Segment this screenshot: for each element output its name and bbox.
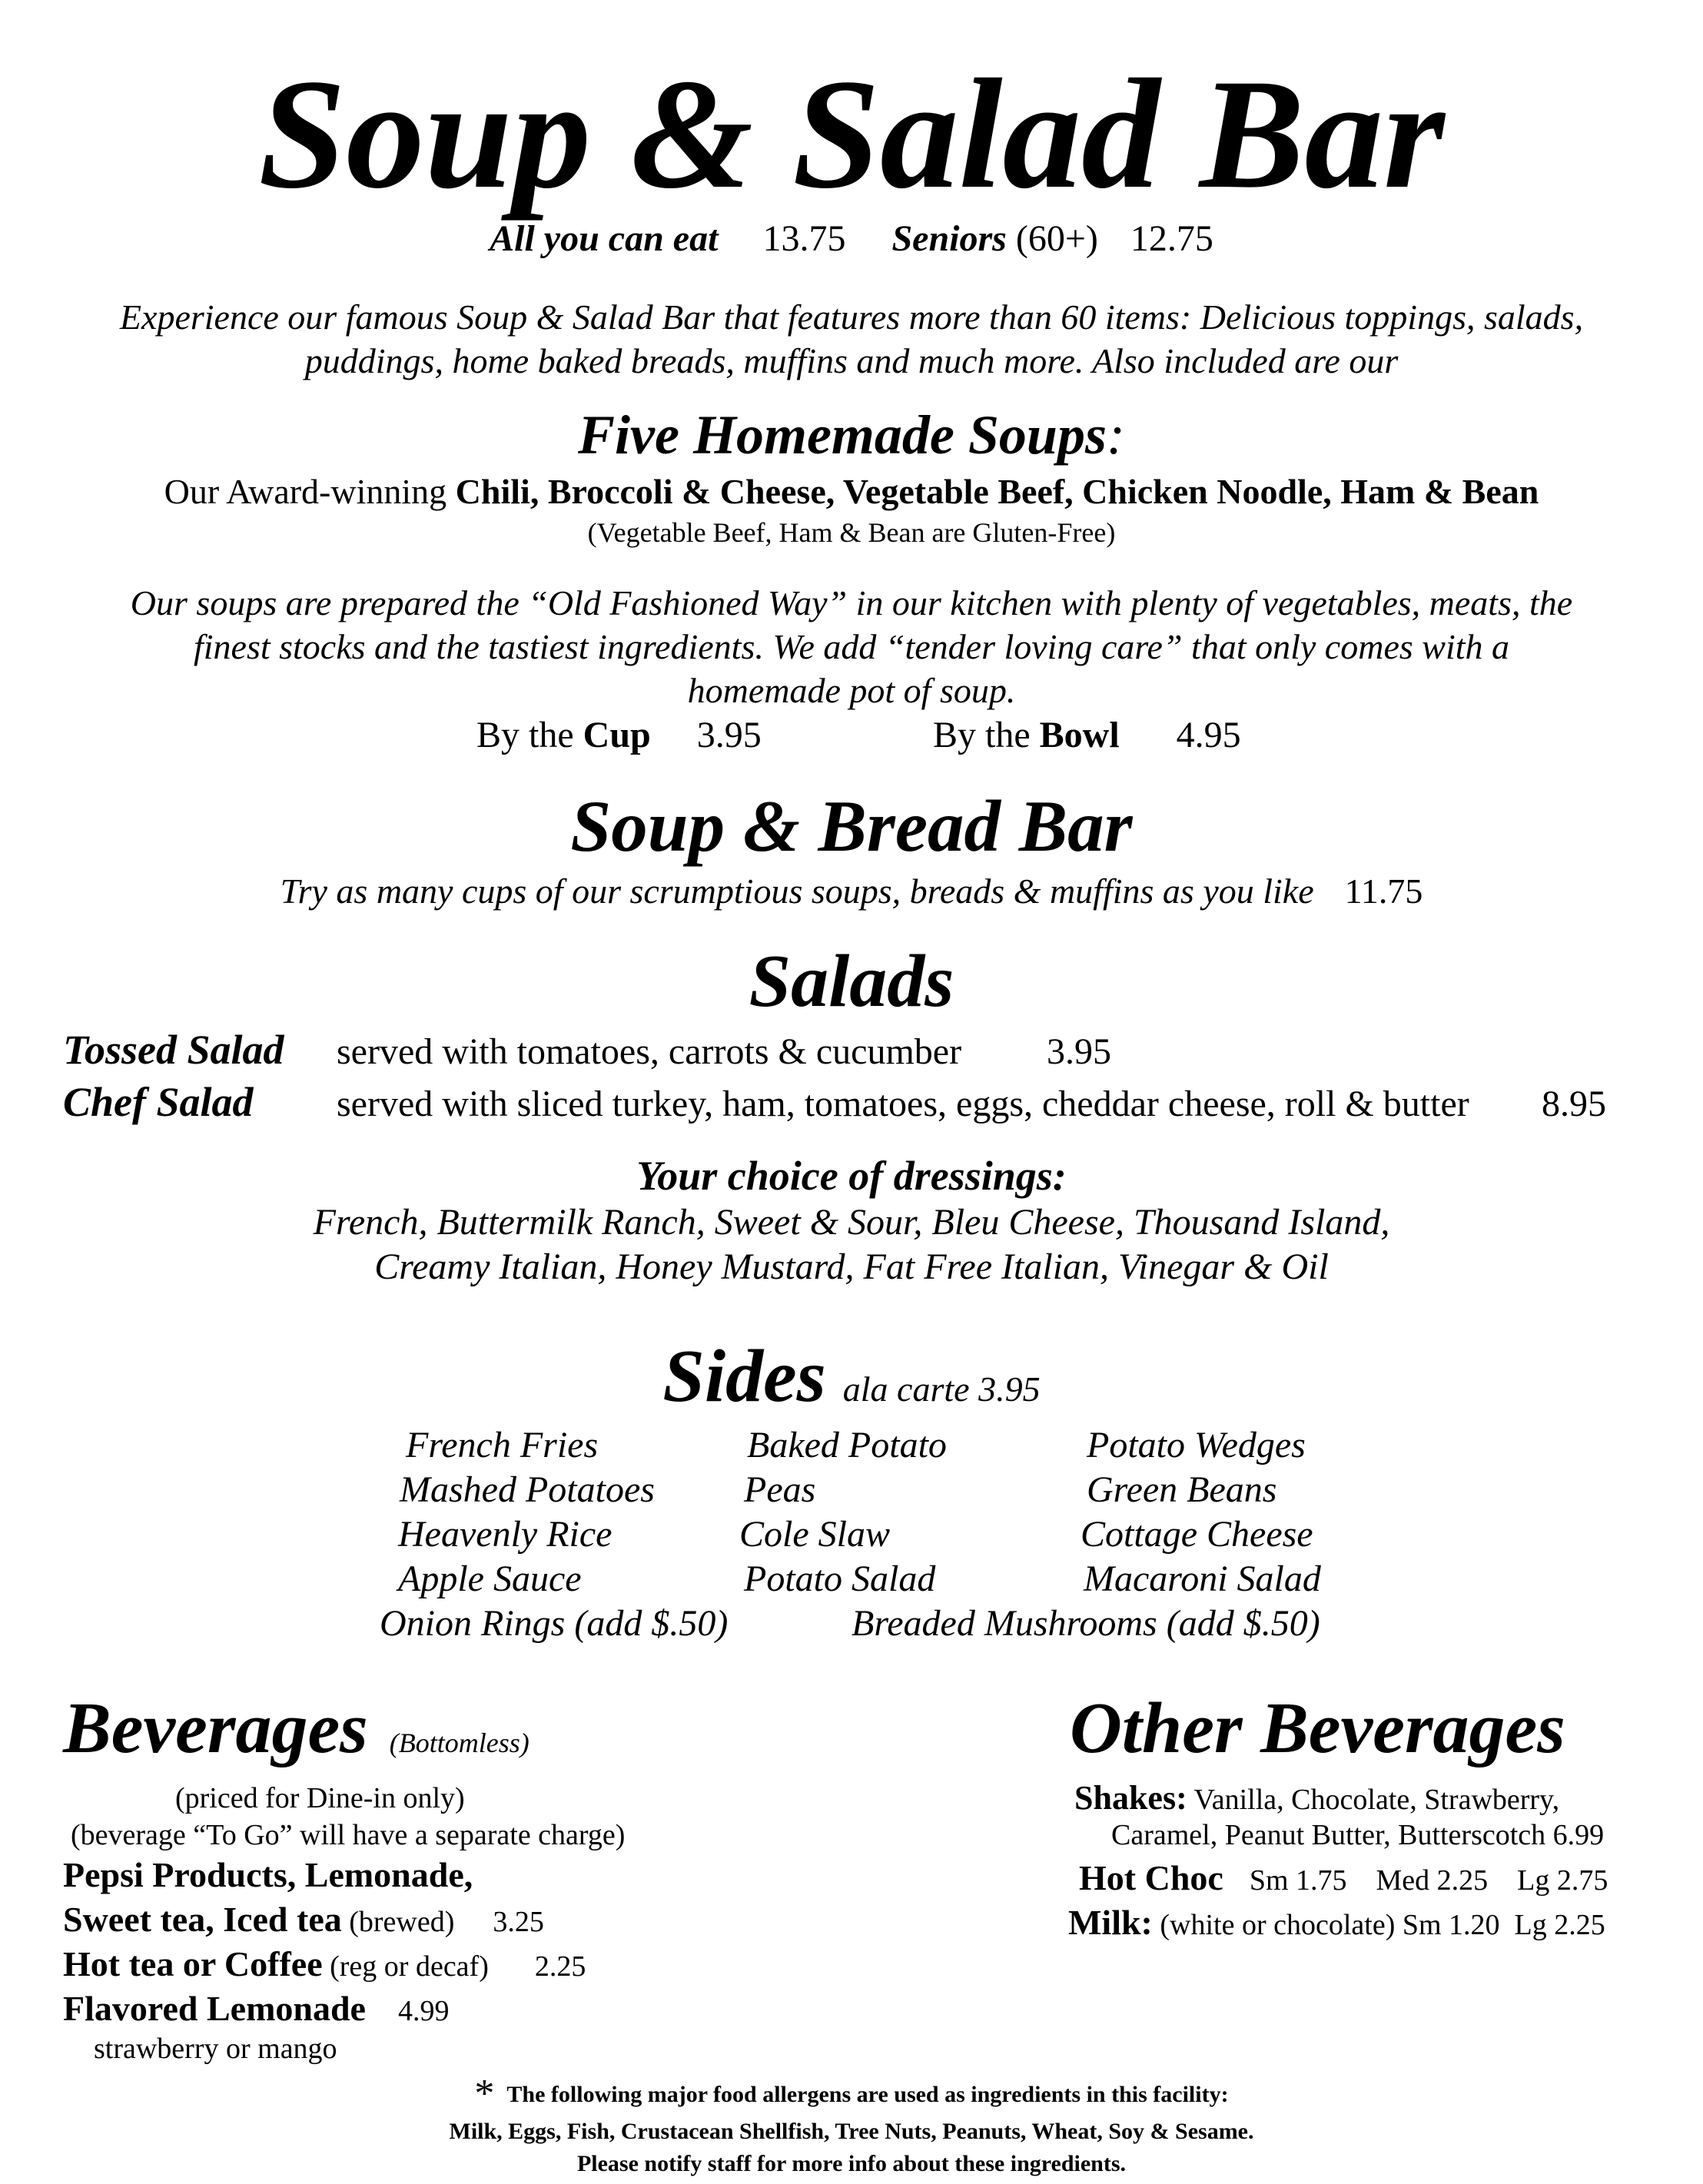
bread-bar-heading: Soup & Bread Bar	[570, 785, 1133, 867]
side-item: Heavenly Rice	[398, 1514, 612, 1555]
hot-choc-line	[1079, 1857, 1608, 1899]
sides-note: ala carte 3.95	[842, 1369, 1041, 1409]
intro-line-2: puddings, home baked breads, muffins and much more. Also included are our	[304, 341, 1399, 380]
hot-choc-label: Hot Choc	[1079, 1858, 1223, 1897]
all-you-can-eat-price: 13.75	[762, 218, 846, 259]
cup-label: Cup	[583, 715, 651, 755]
dressings-line-2: Creamy Italian, Honey Mustard, Fat Free Italian, Vinegar & Oil	[374, 1246, 1329, 1287]
beverage-pepsi: Pepsi Products, Lemonade,	[63, 1855, 473, 1894]
milk-prices: (white or chocolate) Sm 1.20 Lg 2.25	[1152, 1909, 1605, 1941]
page-title: Soup & Salad Bar	[258, 47, 1445, 221]
soups-heading: Five Homemade Soups:	[578, 404, 1125, 466]
salad-name: Chef Salad	[63, 1079, 254, 1125]
side-item: Potato Salad	[744, 1558, 936, 1599]
milk-label: Milk:	[1068, 1903, 1153, 1942]
milk-line	[1068, 1901, 1605, 1943]
allergen-line-3: Please notify staff for more info about these ingredients.	[576, 2151, 1127, 2176]
intro-line-1: Experience our famous Soup & Salad Bar that features more than 60 items: Delicious toppings, salads,	[119, 297, 1584, 337]
soups-list	[0, 470, 1703, 513]
bread-bar-desc: Try as many cups of our scrumptious soups, breads & muffins as you like	[280, 871, 1314, 911]
beverages-heading: Beverages	[63, 1688, 368, 1768]
beverages-to-go-note: (beverage “To Go” will have a separate charge)	[71, 1819, 626, 1851]
bowl-label: Bowl	[1039, 715, 1120, 755]
allergen-line-1: * The following major food allergens are used as ingredients in this facility:	[474, 2072, 1229, 2116]
salad-name: Tossed Salad	[63, 1027, 284, 1073]
shakes-label: Shakes:	[1074, 1779, 1187, 1817]
sides-heading-line	[0, 1335, 1703, 1418]
beverages-heading-line	[63, 1688, 529, 1768]
beverage-price: 2.25	[534, 1950, 586, 1983]
beverage-flavored-lemonade: Flavored Lemonade 4.99	[63, 1989, 450, 2028]
soups-desc-2: finest stocks and the tastiest ingredients. We add “tender loving care” that only comes with a	[193, 627, 1510, 666]
salad-desc: served with sliced turkey, ham, tomatoes, eggs, cheddar cheese, roll & butter	[337, 1084, 1469, 1124]
side-item: Cottage Cheese	[1081, 1514, 1313, 1555]
bread-bar-price: 11.75	[1344, 871, 1423, 911]
side-item: Baked Potato	[747, 1425, 947, 1465]
allergen-line-2: Milk, Eggs, Fish, Crustacean Shellfish, Tree Nuts, Peanuts, Wheat, Soy & Sesame.	[449, 2119, 1254, 2144]
beverage-price: 4.99	[397, 1995, 450, 2027]
hot-choc-prices: Sm 1.75 Med 2.25 Lg 2.75	[1249, 1864, 1608, 1897]
all-you-can-eat-label: All you can eat	[490, 218, 719, 259]
soups-desc-1: Our soups are prepared the “Old Fashioned Way” in our kitchen with plenty of vegetables, meats, the	[130, 583, 1573, 622]
side-item: Green Beans	[1087, 1469, 1277, 1510]
soups-award-prefix: Our Award-winning	[164, 472, 456, 511]
cup-price-line: By the Cup 3.95	[476, 715, 762, 755]
seniors-age: (60+)	[1006, 218, 1098, 259]
beverages-dine-in-note: (priced for Dine-in only)	[175, 1782, 465, 1814]
salad-price: 3.95	[1047, 1031, 1111, 1072]
side-item: French Fries	[406, 1425, 599, 1465]
side-item: Peas	[744, 1469, 816, 1510]
salad-desc: served with tomatoes, carrots & cucumber	[337, 1031, 962, 1072]
bowl-price-line: By the Bowl 4.95	[933, 715, 1241, 755]
cup-price: 3.95	[696, 715, 762, 755]
shakes-line-1: Shakes: Vanilla, Chocolate, Strawberry,	[1074, 1779, 1560, 1817]
salads-heading: Salads	[749, 940, 954, 1023]
bar-pricing	[0, 217, 1703, 261]
beverage-sweet-tea: Sweet tea, Iced tea (brewed) 3.25	[63, 1900, 544, 1939]
side-item: Cole Slaw	[739, 1514, 891, 1555]
asterisk: *	[474, 2072, 495, 2116]
beverage-hot-tea: Hot tea or Coffee (reg or decaf) 2.25	[63, 1944, 586, 1983]
side-item: Macaroni Salad	[1084, 1558, 1321, 1599]
shakes-line-2: Caramel, Peanut Butter, Butterscotch 6.99	[1111, 1819, 1605, 1851]
sides-heading: Sides	[662, 1335, 826, 1418]
bread-bar-line	[0, 870, 1703, 912]
flavored-lemonade-note: strawberry or mango	[94, 2033, 337, 2065]
dressings-line-1: French, Buttermilk Ranch, Sweet & Sour, Bleu Cheese, Thousand Island,	[313, 1202, 1390, 1243]
dressings-heading: Your choice of dressings:	[636, 1153, 1067, 1199]
gluten-free-note: (Vegetable Beef, Ham & Bean are Gluten-Free)	[587, 517, 1116, 548]
side-item: Mashed Potatoes	[400, 1469, 655, 1510]
seniors-label: Seniors	[891, 218, 1007, 259]
side-item-extra: Onion Rings (add $.50)	[380, 1603, 729, 1644]
salad-price: 8.95	[1542, 1084, 1606, 1124]
bowl-price: 4.95	[1176, 715, 1241, 755]
side-item: Potato Wedges	[1087, 1425, 1306, 1465]
beverages-bottomless: (Bottomless)	[389, 1728, 529, 1758]
seniors-price: 12.75	[1130, 218, 1213, 259]
side-item: Apple Sauce	[398, 1558, 582, 1599]
other-beverages-heading: Other Beverages	[1070, 1688, 1565, 1768]
side-item-extra: Breaded Mushrooms (add $.50)	[852, 1603, 1320, 1644]
beverage-price: 3.25	[493, 1906, 544, 1938]
soups-names: Chili, Broccoli & Cheese, Vegetable Beef, Chicken Noodle, Ham & Bean	[455, 472, 1539, 511]
soups-desc-3: homemade pot of soup.	[687, 671, 1016, 710]
